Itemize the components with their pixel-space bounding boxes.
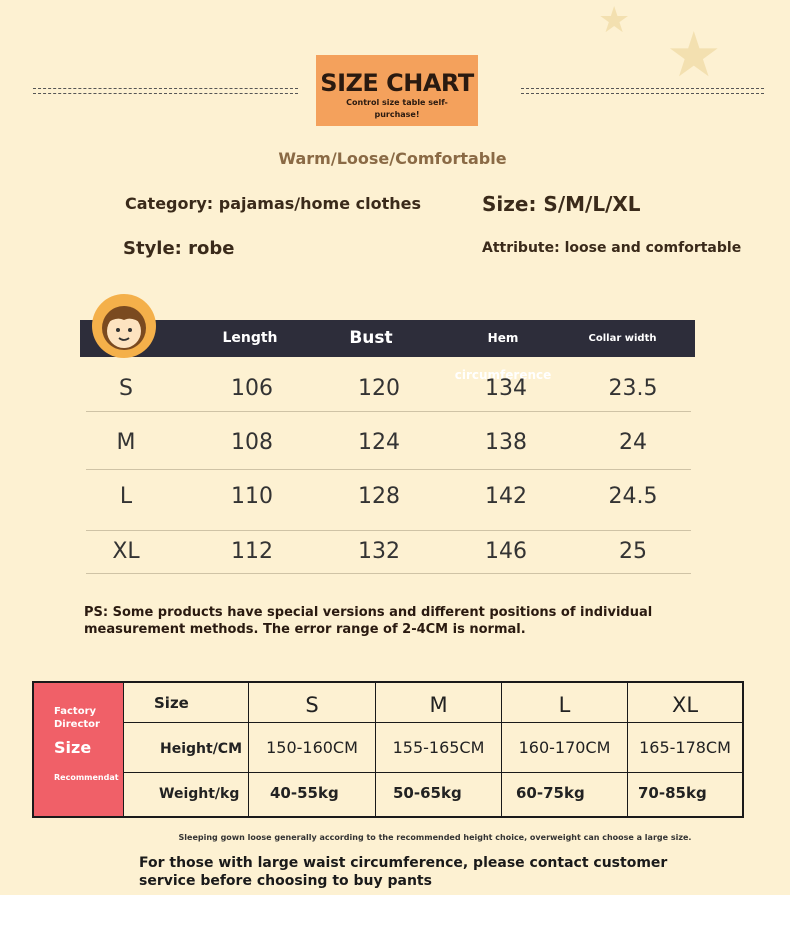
bust-value: 120 — [358, 376, 400, 401]
panel-label-size: Size — [54, 738, 92, 757]
row-divider — [123, 722, 742, 723]
row-divider — [86, 573, 691, 574]
row-label-size: Size — [154, 694, 189, 712]
banner-title: SIZE CHART — [320, 69, 474, 97]
height-l: 160-170CM — [518, 738, 611, 757]
height-m: 155-165CM — [392, 738, 485, 757]
row-divider — [86, 411, 691, 412]
size-l-header: L — [558, 693, 571, 717]
hem-value: 138 — [485, 430, 527, 455]
length-value: 106 — [231, 376, 273, 401]
hem-value: 142 — [485, 484, 527, 509]
bust-value: 132 — [358, 539, 400, 564]
divider-right — [521, 88, 764, 94]
collar-value: 25 — [619, 539, 647, 564]
bust-value: 128 — [358, 484, 400, 509]
row-label-weight: Weight/kg — [159, 786, 240, 802]
row-divider — [86, 469, 691, 470]
header-length: Length — [222, 330, 278, 346]
contact-note: For those with large waist circumference, please contact customer service before choosing to buy pants — [139, 855, 668, 889]
attribute-info: Attribute: loose and comfortable — [482, 240, 742, 256]
length-value: 110 — [231, 484, 273, 509]
size-xl-header: XL — [671, 693, 699, 717]
style-info: Style: robe — [123, 238, 235, 259]
weight-xl: 70-85kg — [638, 784, 707, 802]
column-divider — [123, 683, 124, 816]
size-label: XL — [112, 539, 140, 564]
row-divider — [123, 772, 742, 773]
height-xl: 165-178CM — [639, 738, 731, 757]
ps-note: PS: Some products have special versions and different positions of individual measurement methods. The error range of 2-4CM is normal. — [84, 605, 653, 637]
header-hem: Hem circumference — [454, 331, 552, 382]
size-m-header: M — [429, 693, 448, 717]
header-bust: Bust — [349, 328, 393, 348]
size-label: S — [119, 376, 133, 401]
recommendation-table — [32, 681, 744, 818]
panel-label-recommendation: Recommendat — [54, 773, 119, 782]
face-avatar-icon — [92, 294, 156, 358]
star-decoration-icon: ★ — [598, 0, 631, 41]
weight-s: 40-55kg — [270, 784, 339, 802]
collar-value: 23.5 — [608, 376, 658, 401]
hem-value: 146 — [485, 539, 527, 564]
product-subtitle: Warm/Loose/Comfortable — [278, 149, 507, 168]
length-value: 112 — [231, 539, 273, 564]
star-decoration-icon: ★ — [666, 18, 722, 91]
row-label-height: Height/CM — [160, 741, 243, 757]
row-divider — [86, 530, 691, 531]
divider-left — [33, 88, 298, 94]
collar-value: 24 — [619, 430, 647, 455]
size-chart-banner — [316, 55, 478, 126]
size-s-header: S — [305, 693, 319, 717]
factory-director-panel — [34, 683, 123, 816]
height-s: 150-160CM — [266, 738, 358, 757]
weight-l: 60-75kg — [516, 784, 585, 802]
hem-value: 134 — [485, 376, 527, 401]
panel-label-factory-director: Factory Director — [54, 706, 100, 730]
category-info: Category: pajamas/home clothes — [125, 194, 421, 213]
size-info: Size: S/M/L/XL — [482, 192, 641, 216]
size-label: L — [119, 484, 133, 509]
collar-value: 24.5 — [608, 484, 658, 509]
header-collar: Collar width — [588, 333, 657, 344]
footnote: Sleeping gown loose generally according to the recommended height choice, overweight can choose a large size. — [178, 833, 692, 842]
size-label: M — [116, 430, 136, 455]
weight-m: 50-65kg — [393, 784, 462, 802]
banner-subtitle: Control size table self-purchase! — [346, 98, 448, 119]
bust-value: 124 — [358, 430, 400, 455]
size-table-header — [80, 320, 695, 382]
length-value: 108 — [231, 430, 273, 455]
